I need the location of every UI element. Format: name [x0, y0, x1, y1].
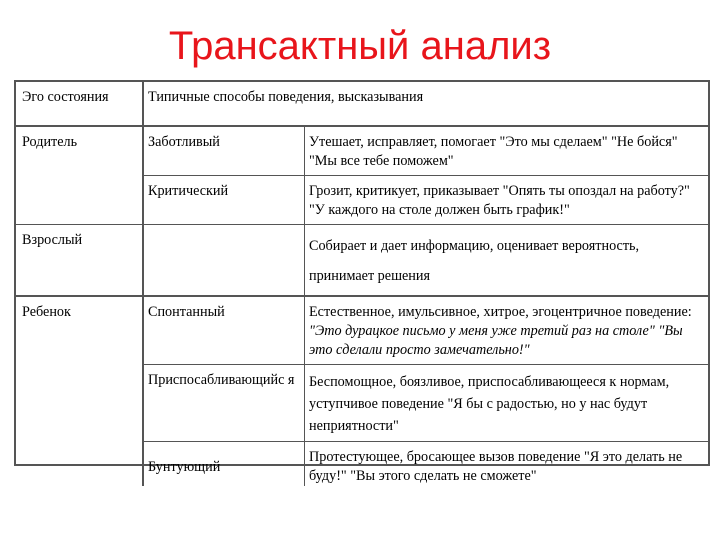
type-critical: Критический — [143, 176, 305, 225]
table-header-row — [16, 82, 708, 126]
type-caring: Заботливый — [143, 126, 305, 176]
behavior-critical: Грозит, критикует, приказывает "Опять ты опоздал на работу?" "У каждого на столе должен быть график!" — [305, 176, 709, 225]
state-child: Ребенок — [16, 296, 143, 486]
behavior-spontaneous — [305, 296, 709, 365]
state-adult: Взрослый — [16, 225, 143, 297]
slide-title: Трансактный анализ — [168, 24, 552, 68]
behavior-caring: Утешает, исправляет, помогает "Это мы сделаем" "Не бойся" "Мы все тебе поможем" — [305, 126, 709, 176]
type-adult — [143, 225, 305, 297]
state-parent: Родитель — [16, 126, 143, 225]
table-row — [16, 296, 708, 365]
type-spontaneous: Спонтанный — [143, 296, 305, 365]
behavior-spontaneous-quote: "Это дурацкое письмо у меня уже третий раз на столе" "Вы это сделали просто замечательно!" — [309, 323, 683, 358]
header-behaviors: Типичные способы поведения, высказывания — [143, 82, 708, 126]
behavior-adapting: Беспомощное, боязливое, приспосабливающееся к нормам, уступчивое поведение "Я бы с радостью, но у нас будут неприятности" — [305, 365, 709, 442]
header-ego-states: Эго состояния — [22, 89, 109, 105]
table-row — [16, 225, 708, 297]
behavior-adult: Собирает и дает информацию, оценивает вероятность, принимает решения — [305, 225, 709, 297]
type-rebellious: Бунтующий — [143, 442, 305, 487]
behavior-spontaneous-prefix: Естественное, имульсивное, хитрое, эгоцентричное поведение: — [309, 304, 692, 320]
behavior-rebellious: Протестующее, бросающее вызов поведение "Я это делать не буду!" "Вы этого сделать не сможете" — [305, 442, 709, 487]
type-adapting: Приспосабливающийс я — [143, 365, 305, 442]
table-row — [16, 126, 708, 176]
ego-states-table — [14, 80, 710, 484]
